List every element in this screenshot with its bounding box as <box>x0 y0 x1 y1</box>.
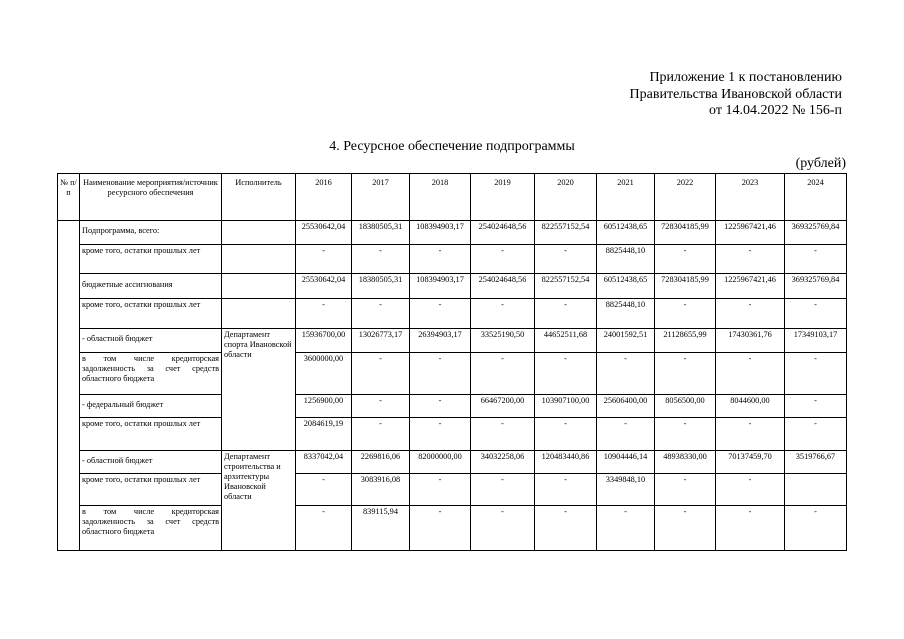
value-cell: - <box>655 353 716 395</box>
value-cell: - <box>716 299 785 329</box>
value-cell: 13026773,17 <box>352 329 410 353</box>
row-name: в том числе кредиторская задолженность за счет средств областного бюджета <box>80 506 222 551</box>
col-year-header: 2023 <box>716 174 785 221</box>
value-cell: 82000000,00 <box>410 451 471 474</box>
value-cell: 17430361,76 <box>716 329 785 353</box>
value-cell: - <box>785 506 847 551</box>
value-cell: - <box>716 418 785 451</box>
value-cell: - <box>655 474 716 506</box>
value-cell: 66467200,00 <box>471 395 535 418</box>
value-cell: - <box>410 299 471 329</box>
value-cell: - <box>471 299 535 329</box>
value-cell: 1225967421,46 <box>716 274 785 299</box>
table-row <box>58 506 847 551</box>
value-cell: - <box>716 245 785 274</box>
value-cell: 8044600,00 <box>716 395 785 418</box>
value-cell: 18380505,31 <box>352 221 410 245</box>
value-cell: 254024648,56 <box>471 274 535 299</box>
exec-cell <box>222 274 296 299</box>
value-cell: - <box>655 245 716 274</box>
value-cell: 1225967421,46 <box>716 221 785 245</box>
row-name: кроме того, остатки прошлых лет <box>80 299 222 329</box>
table-row <box>58 474 847 506</box>
value-cell: 48938330,00 <box>655 451 716 474</box>
value-cell: 8337042,04 <box>296 451 352 474</box>
value-cell: 822557152,54 <box>535 221 597 245</box>
col-year-header: 2022 <box>655 174 716 221</box>
value-cell: - <box>352 395 410 418</box>
value-cell: 822557152,54 <box>535 274 597 299</box>
value-cell: 3600000,00 <box>296 353 352 395</box>
value-cell: 728304185,99 <box>655 221 716 245</box>
value-cell: - <box>352 245 410 274</box>
value-cell: 839115,94 <box>352 506 410 551</box>
value-cell: 8825448,10 <box>597 245 655 274</box>
value-cell: - <box>597 353 655 395</box>
value-cell: - <box>535 506 597 551</box>
value-cell: - <box>410 506 471 551</box>
value-cell: - <box>535 299 597 329</box>
value-cell: - <box>535 245 597 274</box>
col-year-header: 2021 <box>597 174 655 221</box>
unit-label: (рублей) <box>795 156 846 171</box>
value-cell: 70137459,70 <box>716 451 785 474</box>
value-cell: - <box>296 474 352 506</box>
row-name: в том числе кредиторская задолженность за счет средств областного бюджета <box>80 353 222 395</box>
exec-cell <box>222 221 296 245</box>
value-cell: 2269816,06 <box>352 451 410 474</box>
value-cell: - <box>716 474 785 506</box>
col-year-header: 2016 <box>296 174 352 221</box>
value-cell: 108394903,17 <box>410 274 471 299</box>
value-cell: - <box>785 245 847 274</box>
value-cell: - <box>785 395 847 418</box>
row-name: кроме того, остатки прошлых лет <box>80 245 222 274</box>
col-year-header: 2017 <box>352 174 410 221</box>
value-cell: 8825448,10 <box>597 299 655 329</box>
value-cell: 103907100,00 <box>535 395 597 418</box>
row-name: бюджетные ассигнования <box>80 274 222 299</box>
value-cell: 8056500,00 <box>655 395 716 418</box>
col-year-header: 2020 <box>535 174 597 221</box>
row-name: кроме того, остатки прошлых лет <box>80 418 222 451</box>
col-exec-header: Исполнитель <box>222 174 296 221</box>
value-cell: - <box>716 506 785 551</box>
value-cell: - <box>785 299 847 329</box>
table-row <box>58 418 847 451</box>
value-cell: - <box>471 353 535 395</box>
executor-sport: Департамент спорта Ивановской области <box>222 329 296 451</box>
value-cell: - <box>352 418 410 451</box>
row-num-cell <box>58 221 80 551</box>
exec-cell <box>222 245 296 274</box>
value-cell: 21128655,99 <box>655 329 716 353</box>
table-row <box>58 395 847 418</box>
value-cell: 369325769,84 <box>785 274 847 299</box>
value-cell: - <box>785 353 847 395</box>
table-row <box>58 221 847 245</box>
table-row <box>58 353 847 395</box>
header-row <box>58 174 847 221</box>
table-row <box>58 451 847 474</box>
value-cell: - <box>471 245 535 274</box>
value-cell: 33525190,50 <box>471 329 535 353</box>
value-cell: 10904446,14 <box>597 451 655 474</box>
value-cell: - <box>716 353 785 395</box>
table-row <box>58 245 847 274</box>
value-cell: 60512438,65 <box>597 221 655 245</box>
col-num-header: № п/п <box>58 174 80 221</box>
value-cell: 3349848,10 <box>597 474 655 506</box>
value-cell: - <box>785 418 847 451</box>
value-cell: 3519766,67 <box>785 451 847 474</box>
value-cell: 1256900,00 <box>296 395 352 418</box>
row-name: кроме того, остатки прошлых лет <box>80 474 222 506</box>
value-cell <box>785 474 847 506</box>
value-cell: 3083916,08 <box>352 474 410 506</box>
table-row <box>58 329 847 353</box>
value-cell: - <box>352 299 410 329</box>
value-cell: 60512438,65 <box>597 274 655 299</box>
value-cell: - <box>410 353 471 395</box>
value-cell: - <box>655 506 716 551</box>
value-cell: - <box>597 506 655 551</box>
value-cell: 15936700,00 <box>296 329 352 353</box>
header-line-1: Приложение 1 к постановлению <box>649 70 842 85</box>
table-row <box>58 274 847 299</box>
value-cell: - <box>535 353 597 395</box>
value-cell: - <box>535 418 597 451</box>
section-title: 4. Ресурсное обеспечение подпрограммы <box>329 139 575 154</box>
value-cell: - <box>471 474 535 506</box>
value-cell: 17349103,17 <box>785 329 847 353</box>
value-cell: - <box>471 418 535 451</box>
row-name: - областной бюджет <box>80 451 222 474</box>
value-cell: 25530642,04 <box>296 221 352 245</box>
row-name: - федеральный бюджет <box>80 395 222 418</box>
col-year-header: 2019 <box>471 174 535 221</box>
value-cell: 44652511,68 <box>535 329 597 353</box>
value-cell: 34032258,06 <box>471 451 535 474</box>
value-cell: - <box>597 418 655 451</box>
row-name: - областной бюджет <box>80 329 222 353</box>
value-cell: - <box>296 299 352 329</box>
value-cell: 108394903,17 <box>410 221 471 245</box>
col-year-header: 2018 <box>410 174 471 221</box>
executor-construction: Департамент строительства и архитектуры Ивановской области <box>222 451 296 551</box>
header-line-2: Правительства Ивановской области <box>629 86 842 102</box>
document-header <box>630 70 842 120</box>
value-cell: 18380505,31 <box>352 274 410 299</box>
value-cell: - <box>410 245 471 274</box>
value-cell: 24001592,51 <box>597 329 655 353</box>
value-cell: 728304185,99 <box>655 274 716 299</box>
value-cell: - <box>535 474 597 506</box>
col-name-header: Наименование мероприятия/источник ресурсного обеспечения <box>80 174 222 221</box>
value-cell: 2084619,19 <box>296 418 352 451</box>
value-cell: 120483440,86 <box>535 451 597 474</box>
value-cell: 254024648,56 <box>471 221 535 245</box>
header-line-3: от 14.04.2022 № 156-п <box>709 103 842 118</box>
col-year-header: 2024 <box>785 174 847 221</box>
value-cell: 369325769,84 <box>785 221 847 245</box>
value-cell: 25530642,04 <box>296 274 352 299</box>
exec-cell <box>222 299 296 329</box>
value-cell: - <box>296 506 352 551</box>
value-cell: - <box>410 474 471 506</box>
resource-table <box>57 173 847 551</box>
value-cell: - <box>410 418 471 451</box>
value-cell: - <box>655 299 716 329</box>
value-cell: - <box>352 353 410 395</box>
value-cell: - <box>410 395 471 418</box>
value-cell: - <box>296 245 352 274</box>
value-cell: 25606400,00 <box>597 395 655 418</box>
value-cell: - <box>471 506 535 551</box>
value-cell: 26394903,17 <box>410 329 471 353</box>
row-name: Подпрограмма, всего: <box>80 221 222 245</box>
table-row <box>58 299 847 329</box>
value-cell: - <box>655 418 716 451</box>
